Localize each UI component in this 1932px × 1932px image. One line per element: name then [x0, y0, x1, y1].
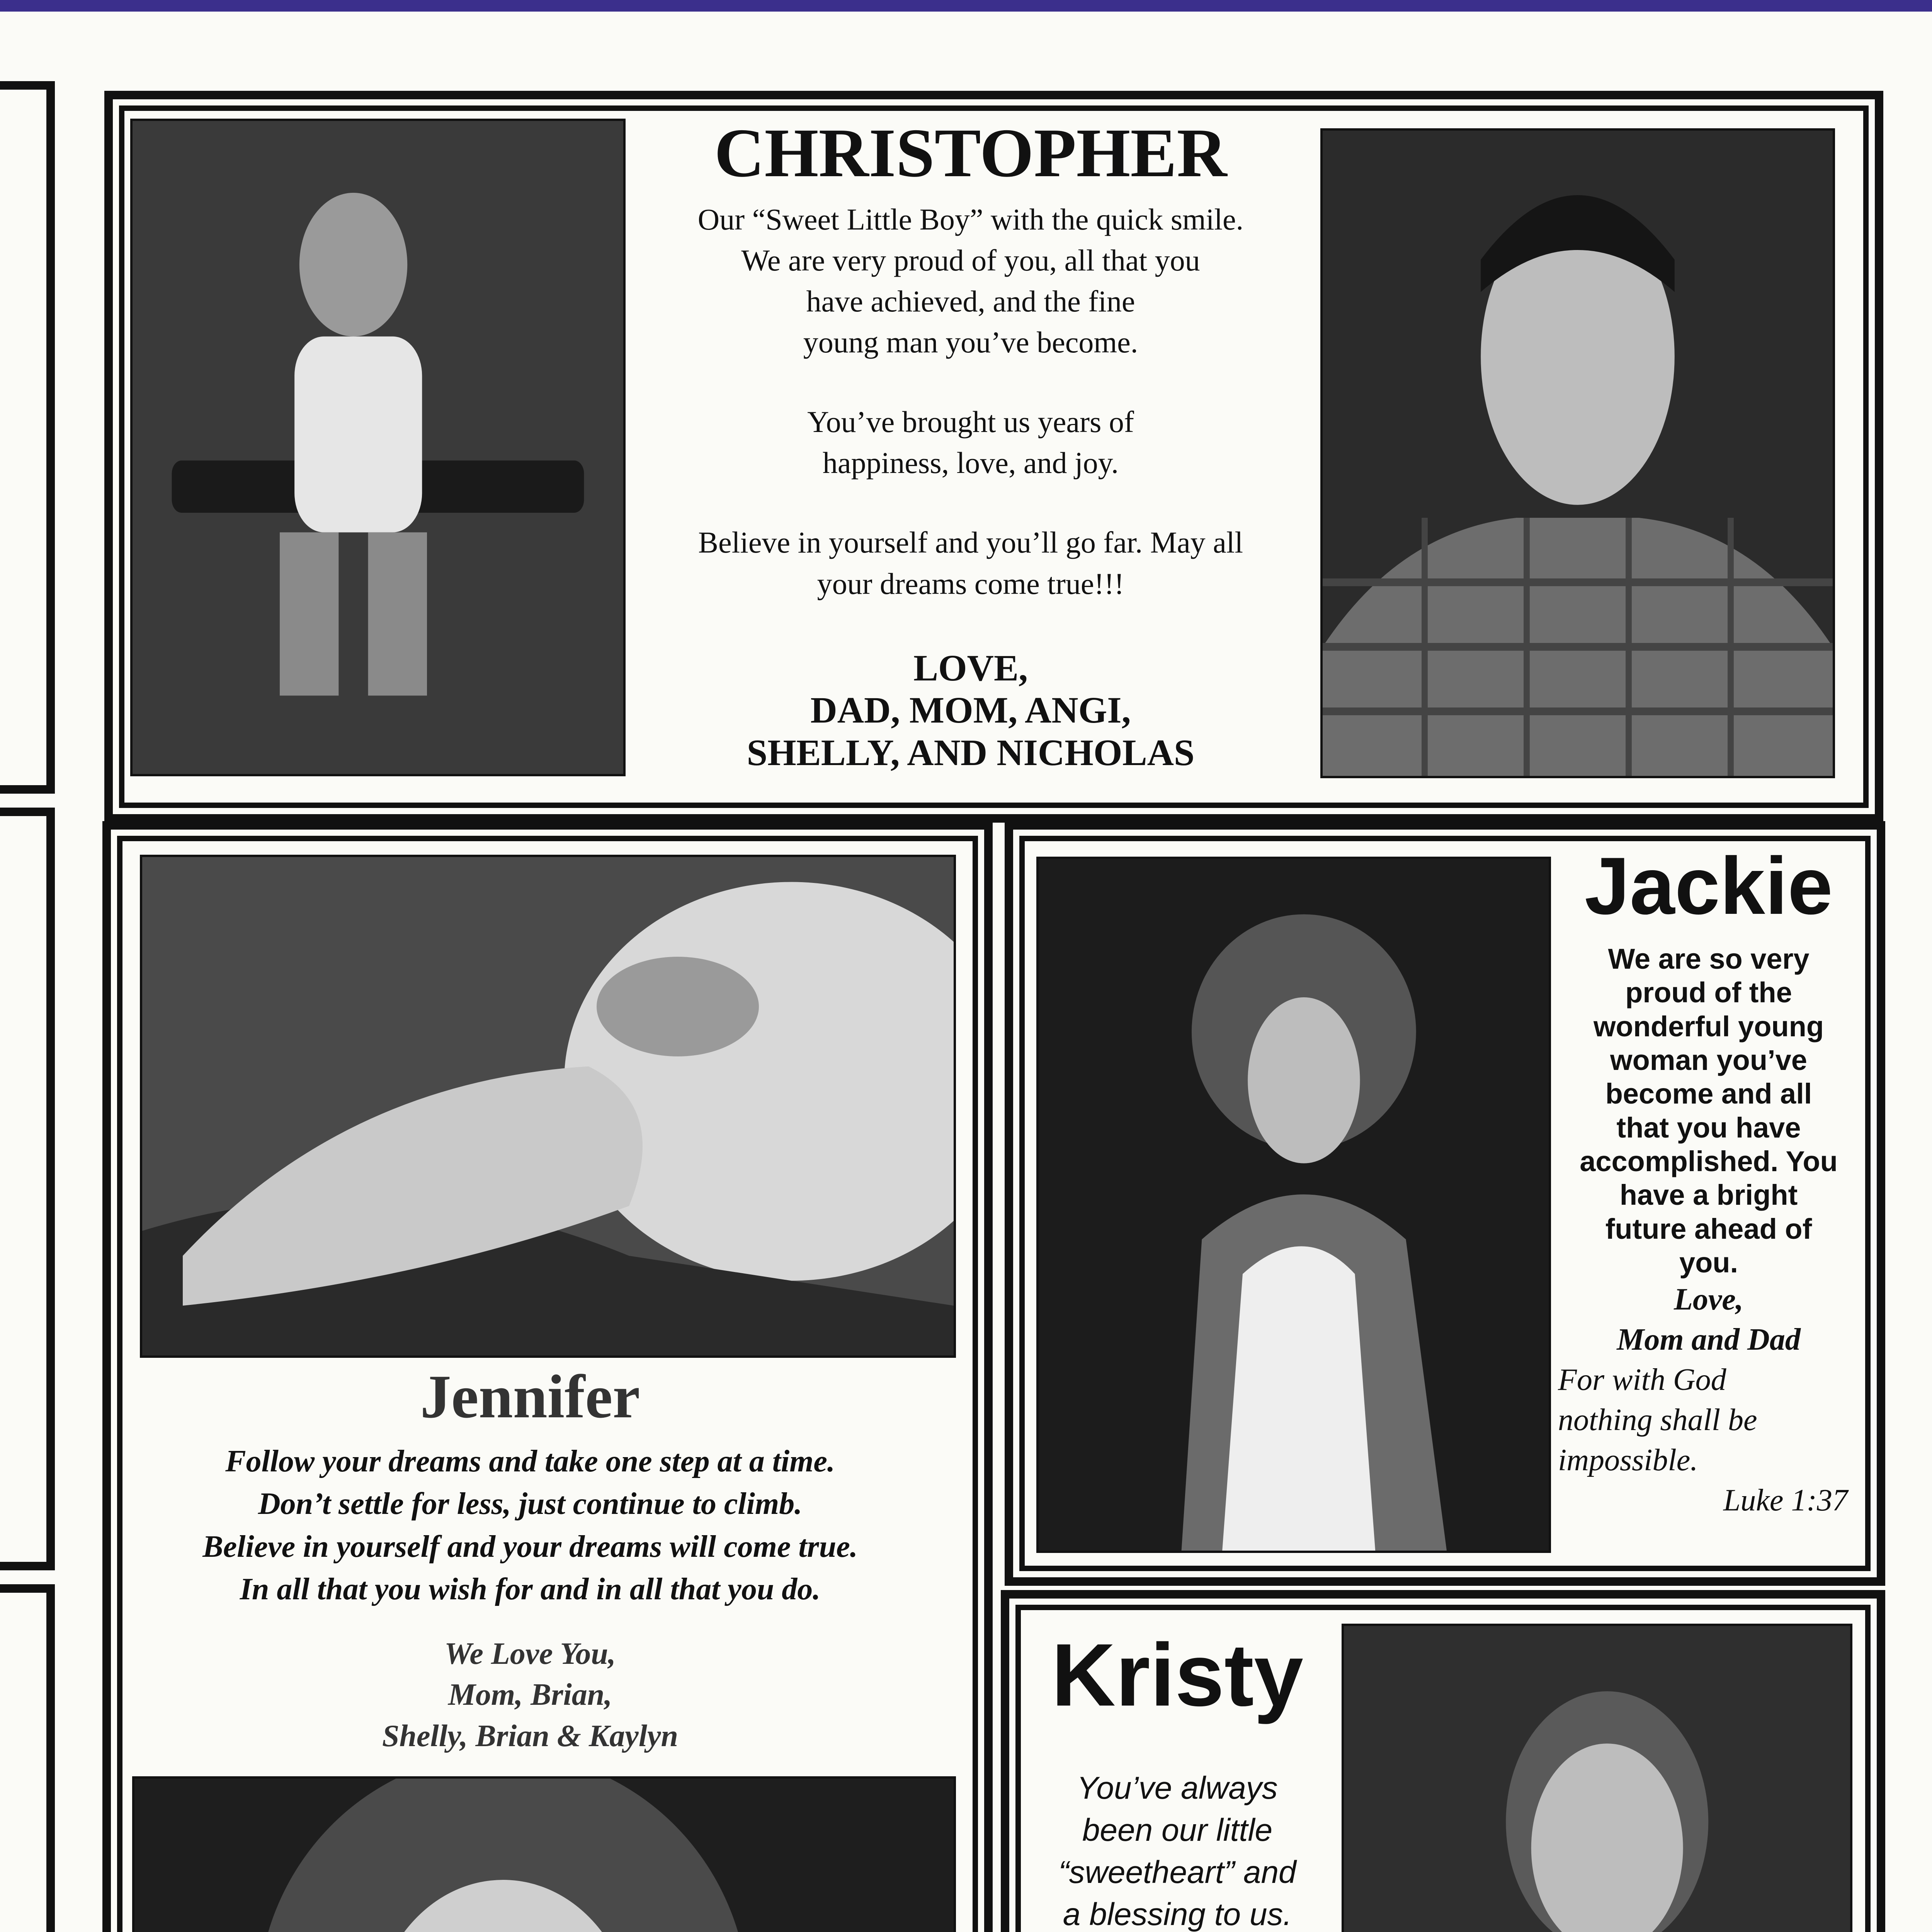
- christopher-ad: [104, 91, 1883, 823]
- kristy-name: Kristy: [1051, 1625, 1303, 1725]
- christopher-name: CHRISTOPHER: [714, 114, 1227, 191]
- page-edge-top: [0, 0, 1932, 12]
- jennifer-senior-photo: [132, 1776, 956, 1932]
- jennifer-signature: We Love You, Mom, Brian, Shelly, Brian & Kaylyn: [382, 1637, 678, 1753]
- jennifer-child-photo: [140, 855, 956, 1358]
- jackie-signature: Love, Mom and Dad: [1617, 1282, 1801, 1357]
- jennifer-ad: [102, 821, 993, 1932]
- jackie-verse-reference: Luke 1:37: [1723, 1483, 1848, 1518]
- jennifer-poem: Follow your dreams and take one step at a time. Don’t settle for less, just continue to climb. Believe in yourself and your dreams will come true. In all that you wish for and in all that you do.: [202, 1444, 858, 1607]
- christopher-senior-photo: [1320, 128, 1835, 778]
- christopher-baby-photo: [130, 119, 626, 776]
- christopher-message: Our “Sweet Little Boy” with the quick smile. We are very proud of you, all that you have achieved, and the fine young man you’ve become. You’ve brought us years of happiness, love, and joy. Believe in yourself and you’ll go far. May all your dreams come true!!!: [697, 202, 1244, 600]
- binder-mark-3: [0, 1584, 55, 1932]
- jackie-ad: [1005, 821, 1885, 1586]
- kristy-message: You’ve always been our little “sweetheart” and a blessing to us.: [1058, 1770, 1296, 1932]
- jackie-name: Jackie: [1584, 840, 1833, 931]
- jackie-verse: For with God nothing shall be impossible. Luke 1:37: [1558, 1360, 1863, 1520]
- christopher-signature: LOVE, DAD, MOM, ANGI, SHELLY, AND NICHOLAS: [747, 647, 1195, 773]
- jackie-child-photo: [1036, 857, 1551, 1553]
- jackie-message: We are so very proud of the wonderful young woman you’ve become and all that you have accomplished. You have a bright future ahead of you.: [1580, 943, 1838, 1279]
- kristy-ad: [1001, 1590, 1885, 1932]
- jennifer-name: Jennifer: [420, 1362, 640, 1431]
- binder-mark-2: [0, 808, 55, 1570]
- binder-mark-1: [0, 81, 55, 794]
- kristy-baby-photo: [1342, 1624, 1852, 1932]
